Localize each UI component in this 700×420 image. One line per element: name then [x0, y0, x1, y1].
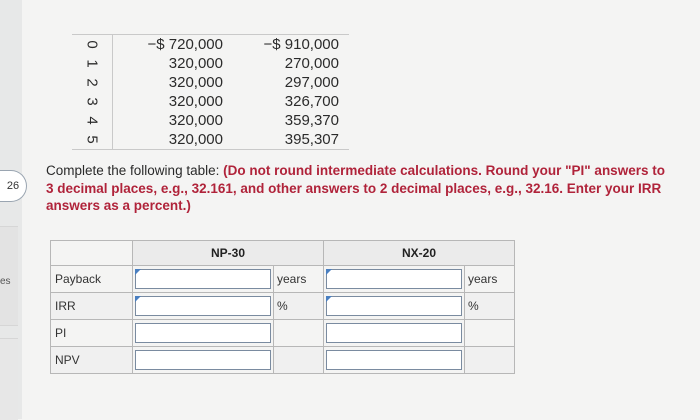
- cash-flow-np: 320,000: [168, 93, 223, 110]
- instructions-bold: (Do not round intermediate calculations. Round your "PI" answers to 3 decimal places, e.g., 32.161, and other answers to 2 decimal places, e.g., 32.16. Enter your IRR answers as a percent.): [46, 163, 665, 213]
- cash-flow-year: 1: [72, 54, 113, 73]
- instructions-lead: Complete the following table:: [46, 163, 224, 178]
- pi-nx20-input[interactable]: [326, 323, 462, 343]
- cash-flow-np: 320,000: [168, 112, 223, 129]
- cash-flow-np: 320,000: [168, 74, 223, 91]
- row-label: PI: [51, 320, 133, 347]
- npv-nx20-input[interactable]: [326, 350, 462, 370]
- cash-flow-nx: 297,000: [284, 74, 339, 91]
- row-unit: [274, 347, 324, 374]
- payback-np30-input[interactable]: [135, 269, 271, 289]
- cash-flow-table: [72, 34, 349, 150]
- instructions-text: [46, 162, 666, 215]
- cash-flow-row: [72, 92, 349, 111]
- cash-flow-year: 4: [72, 111, 113, 130]
- payback-nx20-input[interactable]: [326, 269, 462, 289]
- question-number-badge[interactable]: 26: [0, 170, 27, 202]
- pi-nx20-cell: [324, 320, 465, 347]
- side-label: es: [0, 276, 11, 287]
- irr-nx20-input[interactable]: [326, 296, 462, 316]
- cash-flow-row: [72, 54, 349, 73]
- irr-nx20-cell: [324, 293, 465, 320]
- cash-flow-np: 320,000: [168, 55, 223, 72]
- cash-flow-year: 5: [72, 130, 113, 150]
- cash-flow-row: [72, 73, 349, 92]
- cash-flow-nx: −$ 910,000: [227, 35, 349, 55]
- answer-row-irr: [51, 293, 515, 320]
- irr-np30-cell: [133, 293, 274, 320]
- irr-np30-input[interactable]: [135, 296, 271, 316]
- answer-table: [50, 240, 515, 374]
- cash-flow-row: [72, 130, 349, 150]
- row-label: IRR: [51, 293, 133, 320]
- npv-nx20-cell: [324, 347, 465, 374]
- header-nx20: NX-20: [324, 241, 515, 266]
- payback-np30-cell: [133, 266, 274, 293]
- header-np30: NP-30: [133, 241, 324, 266]
- row-unit: [274, 320, 324, 347]
- row-unit: %: [274, 293, 324, 320]
- payback-nx20-cell: [324, 266, 465, 293]
- cash-flow-row: [72, 35, 349, 55]
- npv-np30-cell: [133, 347, 274, 374]
- answer-header-row: [51, 241, 515, 266]
- pi-np30-cell: [133, 320, 274, 347]
- cash-flow-year: 2: [72, 73, 113, 92]
- row-unit: [465, 320, 515, 347]
- side-tab-lower[interactable]: [0, 338, 18, 420]
- row-label: NPV: [51, 347, 133, 374]
- row-unit: years: [465, 266, 515, 293]
- cash-flow-nx: 326,700: [284, 93, 339, 110]
- cash-flow-nx: 359,370: [284, 112, 339, 129]
- cash-flow-np: −$ 720,000: [113, 35, 228, 55]
- cash-flow-nx: 395,307: [227, 130, 349, 150]
- row-unit: [465, 347, 515, 374]
- pi-np30-input[interactable]: [135, 323, 271, 343]
- cash-flow-year: 3: [72, 92, 113, 111]
- row-label: Payback: [51, 266, 133, 293]
- answer-row-npv: [51, 347, 515, 374]
- row-unit: years: [274, 266, 324, 293]
- answer-row-pi: [51, 320, 515, 347]
- cash-flow-row: [72, 111, 349, 130]
- answer-row-payback: [51, 266, 515, 293]
- header-blank: [51, 241, 133, 266]
- row-unit: %: [465, 293, 515, 320]
- cash-flow-nx: 270,000: [284, 55, 339, 72]
- npv-np30-input[interactable]: [135, 350, 271, 370]
- cash-flow-np: 320,000: [113, 130, 228, 150]
- cash-flow-year: 0: [72, 35, 113, 55]
